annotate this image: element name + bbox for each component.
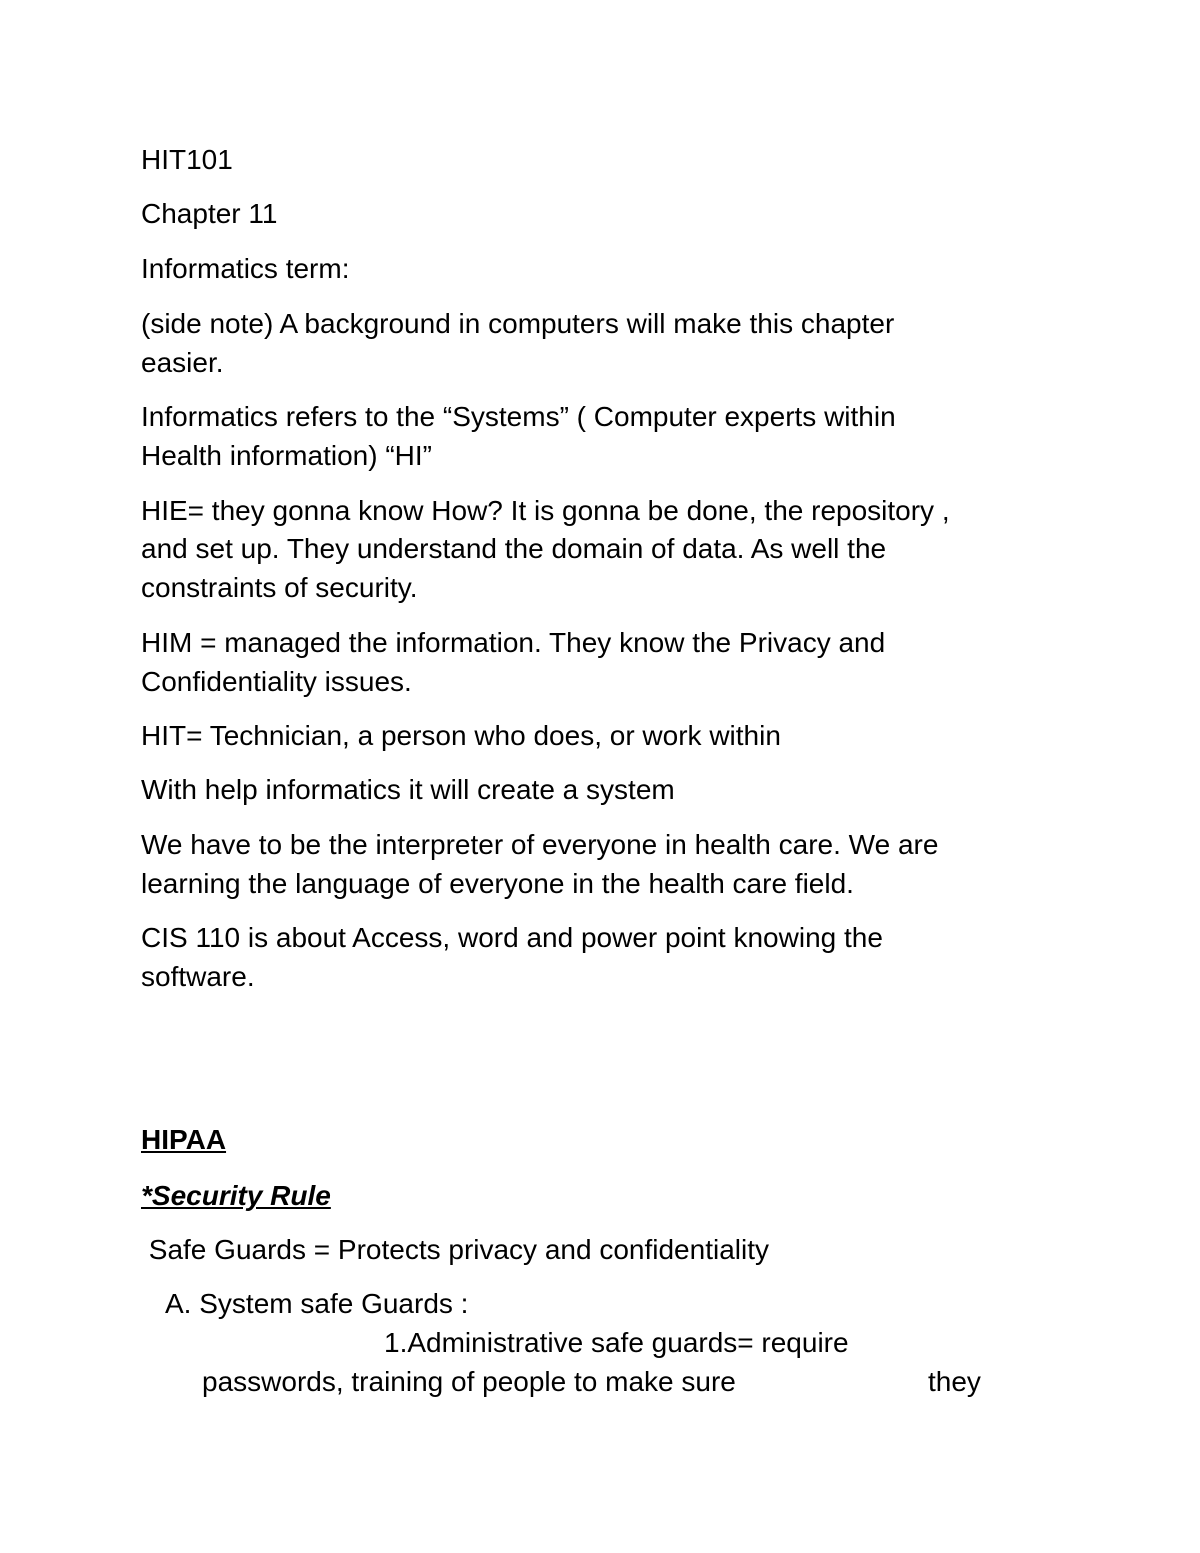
course-code: HIT101 xyxy=(141,144,233,175)
administrative-safe-guards-line-3: they xyxy=(928,1366,981,1397)
informatics-term-label: Informatics term: xyxy=(141,253,350,284)
hie-line-2: and set up. They understand the domain of data. As well the xyxy=(141,533,887,564)
cis-line-1: CIS 110 is about Access, word and power point knowing the xyxy=(141,922,883,953)
hie-line-3: constraints of security. xyxy=(141,572,418,603)
informatics-refers-line-1: Informatics refers to the “Systems” ( Computer experts within xyxy=(141,401,896,432)
him-line-2: Confidentiality issues. xyxy=(141,666,412,697)
side-note-line-2: easier. xyxy=(141,347,224,378)
interpreter-line-1: We have to be the interpreter of everyone in health care. We are xyxy=(141,829,939,860)
informatics-refers-line-2: Health information) “HI” xyxy=(141,440,432,471)
administrative-safe-guards-line-2: passwords, training of people to make sure xyxy=(202,1366,736,1397)
hie-line-1: HIE= they gonna know How? It is gonna be done, the repository , xyxy=(141,495,950,526)
side-note-line-1: (side note) A background in computers will make this chapter xyxy=(141,308,895,339)
hipaa-heading: HIPAA xyxy=(141,1124,227,1155)
him-line-1: HIM = managed the information. They know the Privacy and xyxy=(141,627,886,658)
chapter-title: Chapter 11 xyxy=(141,198,278,229)
security-rule-heading: *Security Rule xyxy=(141,1180,331,1211)
cis-line-2: software. xyxy=(141,961,255,992)
hit-definition: HIT= Technician, a person who does, or work within xyxy=(141,720,781,751)
with-help-line: With help informatics it will create a system xyxy=(141,774,675,805)
system-safe-guards-line: A. System safe Guards : xyxy=(165,1288,469,1319)
safe-guards-line: Safe Guards = Protects privacy and confidentiality xyxy=(141,1234,769,1265)
interpreter-line-2: learning the language of everyone in the health care field. xyxy=(141,868,854,899)
administrative-safe-guards-line-1: 1.Administrative safe guards= require xyxy=(384,1327,849,1358)
